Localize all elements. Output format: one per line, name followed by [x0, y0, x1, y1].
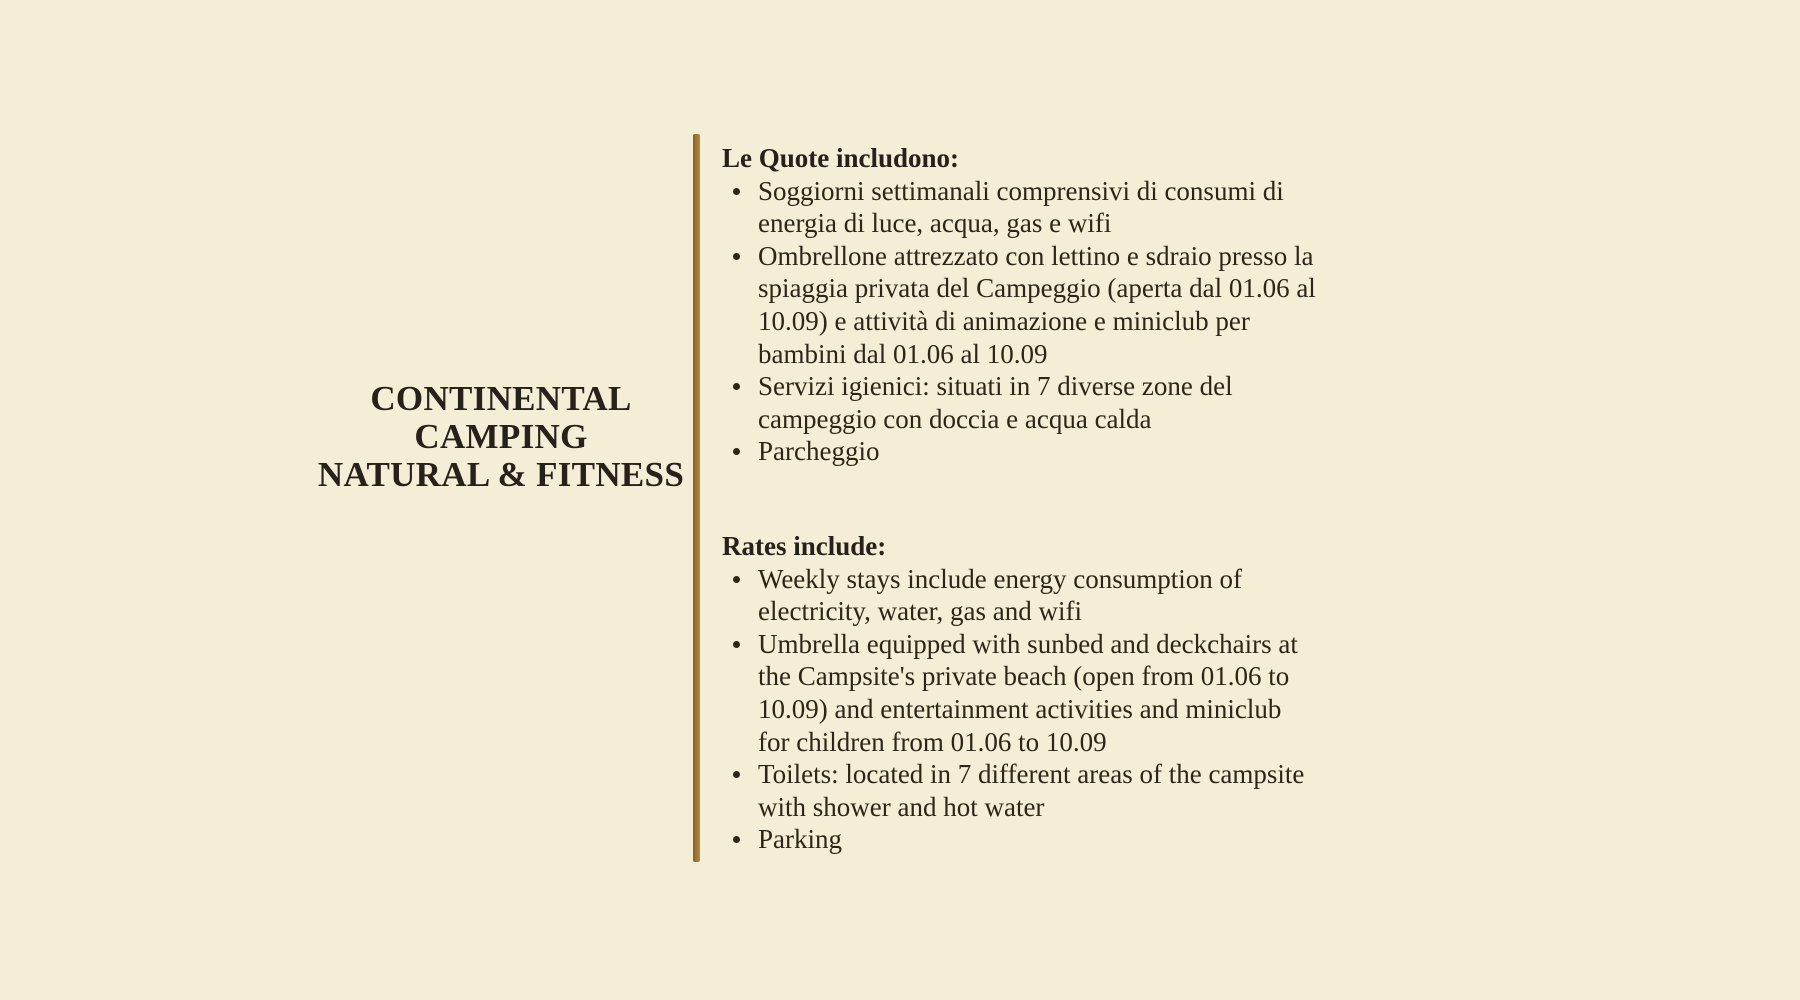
brand-title	[301, 380, 701, 494]
bullet-line: Soggiorni settimanali comprensivi di consumi di	[758, 175, 1284, 206]
bullet-line: Weekly stays include energy consumption of	[758, 563, 1242, 594]
bullet-list-english	[722, 563, 1382, 856]
list-item-parking-it	[722, 435, 1382, 468]
bullet-line: energia di luce, acqua, gas e wifi	[758, 208, 1112, 239]
bullet-line: Umbrella equipped with sunbed and deckchairs at	[758, 628, 1298, 659]
content-column	[722, 142, 1382, 856]
brand-title-line-2: CAMPING	[414, 417, 588, 456]
bullet-list-italian	[722, 175, 1382, 468]
vertical-divider	[693, 134, 700, 862]
bullet-line: Ombrellone attrezzato con lettino e sdraio presso la	[758, 240, 1314, 271]
section-heading-english: Rates include:	[722, 530, 887, 561]
section-english-rates	[722, 530, 1382, 856]
bullet-line: Servizi igienici: situati in 7 diverse zone del	[758, 371, 1233, 402]
bullet-line: spiaggia privata del Campeggio (aperta dal 01.06 al	[758, 273, 1316, 304]
section-heading-italian: Le Quote includono:	[722, 143, 960, 173]
bullet-line: electricity, water, gas and wifi	[758, 596, 1083, 627]
bullet-line: the Campsite's private beach (open from 01.06 to	[758, 661, 1290, 692]
list-item-umbrella-it	[722, 240, 1382, 370]
list-item-umbrella-en	[722, 628, 1382, 758]
bullet-line: for children from 01.06 to 10.09	[758, 726, 1107, 757]
brand-title-line-1: CONTINENTAL	[370, 379, 632, 418]
list-item-weekly-stays-en	[722, 563, 1382, 628]
bullet-line: campeggio con doccia e acqua calda	[758, 403, 1152, 434]
list-item-weekly-stays-it	[722, 175, 1382, 240]
bullet-line: 10.09) e attività di animazione e miniclub per	[758, 305, 1250, 336]
bullet-line: Toilets: located in 7 different areas of the campsite	[758, 759, 1305, 790]
list-item-toilets-it	[722, 370, 1382, 435]
list-item-parking-en	[722, 823, 1382, 856]
bullet-line: with shower and hot water	[758, 791, 1045, 822]
bullet-line: Parking	[758, 824, 842, 855]
section-italian-rates	[722, 142, 1382, 468]
list-item-toilets-en	[722, 758, 1382, 823]
bullet-line: Parcheggio	[758, 436, 880, 467]
brand-title-line-3: NATURAL & FITNESS	[317, 455, 685, 494]
bullet-line: bambini dal 01.06 al 10.09	[758, 338, 1048, 369]
bullet-line: 10.09) and entertainment activities and miniclub	[758, 693, 1282, 724]
